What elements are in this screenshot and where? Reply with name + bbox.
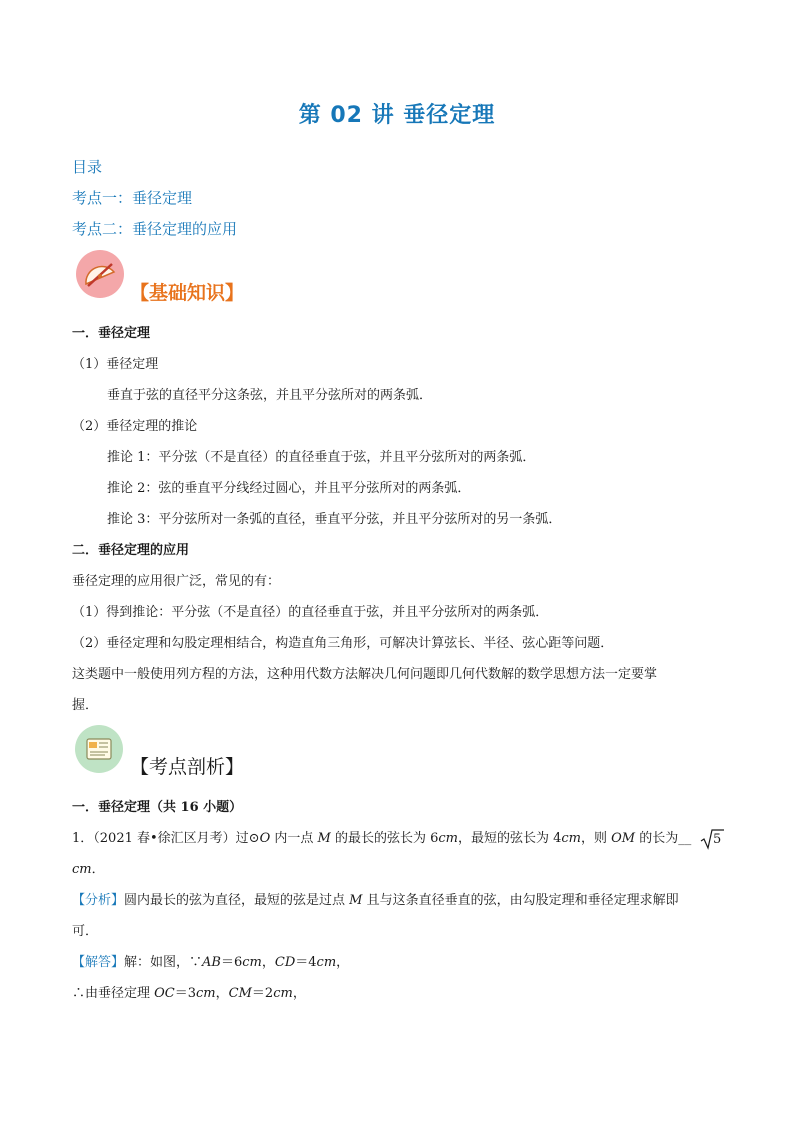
section-1-1-heading: （1）垂径定理: [72, 357, 159, 372]
corollary-3: 推论 3：平分弦所对一条弧的直径，垂直平分弦，并且平分弦所对的另一条弧．: [107, 512, 562, 527]
fenxi-line-1: 【分析】圆内最长的弦为直径，最短的弦是过点 M 且与这条直径垂直的弦，由勾股定理和垂径定理求解即: [72, 893, 679, 908]
section-2-para-line-1: 这类题中一般使用列方程的方法，这种用代数方法解决几何问题即几何代数解的数学思想方法一定要掌: [72, 667, 658, 682]
corollary-2: 推论 2：弦的垂直平分线经过圆心，并且平分弦所对的两条弧．: [107, 481, 471, 496]
question-1-line-2: cm．: [72, 862, 105, 877]
notebook-icon: [75, 725, 123, 773]
fenxi-label: 【分析】: [72, 893, 125, 908]
section-1-2-heading: （2）垂径定理的推论: [72, 419, 198, 434]
section-2-para-line-2: 握．: [72, 698, 99, 713]
corollary-1: 推论 1：平分弦（不是直径）的直径垂直于弦，并且平分弦所对的两条弧．: [107, 450, 536, 465]
toc-item-1[interactable]: 考点一：垂径定理: [72, 189, 193, 207]
analysis-subheading: 一．垂径定理（共 16 小题）: [72, 800, 243, 815]
question-1-line-1: 1．（2021 春•徐汇区月考）过⊙O 内一点 M 的最长的弦长为 6cm，最短的弦长为 4cm，则 OM 的长为__: [72, 831, 692, 846]
section-2-intro: 垂径定理的应用很广泛，常见的有：: [72, 574, 281, 589]
section-2-item-2: （2）垂径定理和勾股定理相结合，构造直角三角形，可解决计算弦长、半径、弦心距等问题．: [72, 636, 614, 651]
page-title: 第 02 讲 垂径定理: [298, 103, 496, 128]
toc-heading: 目录: [72, 158, 103, 176]
jieda-line-2: ∴由垂径定理 OC＝3cm，CM＝2cm，: [72, 986, 306, 1001]
section-2-item-1: （1）得到推论：平分弦（不是直径）的直径垂直于弦，并且平分弦所对的两条弧．: [72, 605, 549, 620]
fenxi-line-2: 可．: [72, 924, 99, 939]
section-1-heading: 一．垂径定理: [72, 326, 151, 341]
answer-sqrt-number: 5: [713, 832, 722, 847]
protractor-icon: [76, 250, 124, 298]
jieda-label: 【解答】: [72, 955, 125, 970]
section-1-1-text: 垂直于弦的直径平分这条弦，并且平分弦所对的两条弧．: [107, 388, 433, 403]
basics-heading: 【基础知识】: [130, 282, 245, 304]
analysis-heading: 【考点剖析】: [130, 756, 245, 778]
section-2-heading: 二．垂径定理的应用: [72, 543, 190, 558]
jieda-line-1: 【解答】解：如图，∵AB＝6cm，CD＝4cm，: [72, 955, 350, 970]
toc-item-2[interactable]: 考点二：垂径定理的应用: [72, 220, 238, 238]
